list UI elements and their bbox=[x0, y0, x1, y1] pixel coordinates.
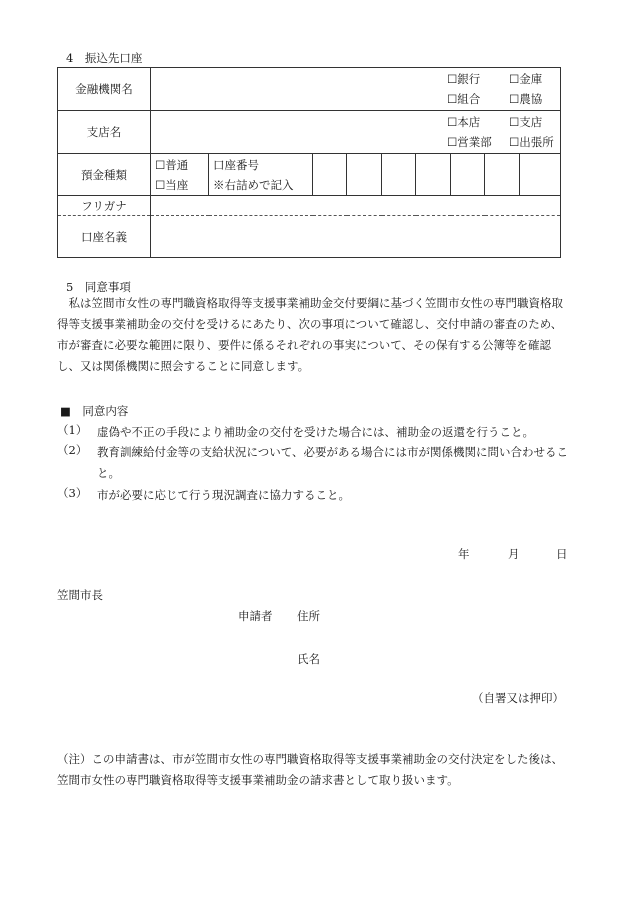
bank-option-kinko[interactable]: ☐金庫 bbox=[509, 72, 543, 86]
account-number-note: ※右詰めで記入 bbox=[213, 177, 294, 192]
agreement-item-2-num: （2） bbox=[57, 443, 88, 457]
branch-option-eigyobu[interactable]: ☐営業部 bbox=[447, 135, 492, 149]
section5-title: 5 同意事項 bbox=[66, 280, 131, 294]
addressee: 笠間市長 bbox=[57, 588, 103, 602]
account-digit-box[interactable] bbox=[416, 154, 451, 196]
seal-note: （自署又は押印） bbox=[472, 691, 564, 705]
account-digit-box[interactable] bbox=[485, 154, 520, 196]
furigana-label: フリガナ bbox=[58, 196, 151, 216]
agreement-item-3-text: 市が必要に応じて行う現況調査に協力すること。 bbox=[97, 488, 350, 502]
branch-option-shiten[interactable]: ☐支店 bbox=[509, 115, 543, 129]
agreement-item-1-text: 虚偽や不正の手段により補助金の交付を受けた場合には、補助金の返還を行うこと。 bbox=[97, 425, 534, 439]
deposit-option-toza[interactable]: ☐当座 bbox=[155, 177, 189, 192]
agreement-title: ■ 同意内容 bbox=[60, 404, 129, 418]
bank-option-kumiai[interactable]: ☐組合 bbox=[447, 92, 481, 106]
section5-body: 私は笠間市女性の専門職資格取得等支援事業補助金交付要綱に基づく笠間市女性の専門職資格取得等支援事業補助金の交付を受けるにあたり、次の事項について確認し、交付申請の審査のため、市が審査に必要な範囲に限り、要件に係るそれぞれの事実について、その保有する公簿等を確認し、又は関係機関に照会することに同意します。 bbox=[57, 296, 563, 373]
branch-option-shutchojo[interactable]: ☐出張所 bbox=[509, 135, 554, 149]
bank-account-table bbox=[57, 67, 561, 258]
account-digit-box[interactable] bbox=[520, 154, 561, 196]
account-holder-label: 口座名義 bbox=[58, 216, 151, 258]
account-digit-box[interactable] bbox=[313, 154, 347, 196]
section4-title: 4 振込先口座 bbox=[66, 51, 143, 65]
deposit-type-label: 預金種類 bbox=[58, 154, 151, 196]
footnote: （注）この申請書は、市が笠間市女性の専門職資格取得等支援事業補助金の交付決定をした後は、笠間市女性の専門職資格取得等支援事業補助金の請求書として取り扱います。 bbox=[57, 752, 563, 787]
bank-option-ginko[interactable]: ☐銀行 bbox=[447, 72, 481, 86]
agreement-item-3-num: （3） bbox=[57, 486, 88, 500]
branch-name-field[interactable] bbox=[151, 111, 561, 154]
account-number-label: 口座番号 bbox=[213, 157, 259, 172]
branch-option-honten[interactable]: ☐本店 bbox=[447, 115, 481, 129]
agreement-item-2-text: 教育訓練給付金等の支給状況について、必要がある場合には市が関係機関に問い合わせること。 bbox=[97, 445, 569, 480]
account-digit-box[interactable] bbox=[347, 154, 382, 196]
account-digit-box[interactable] bbox=[451, 154, 485, 196]
branch-name-label: 支店名 bbox=[58, 111, 151, 154]
applicant-address-label: 住所 bbox=[297, 609, 320, 623]
deposit-type-options[interactable] bbox=[151, 154, 209, 196]
account-digit-box[interactable] bbox=[382, 154, 416, 196]
date-month: 月 bbox=[508, 547, 520, 561]
date-year: 年 bbox=[458, 547, 470, 561]
account-holder-field[interactable] bbox=[151, 216, 561, 258]
bank-name-label: 金融機関名 bbox=[58, 68, 151, 111]
account-number-header bbox=[209, 154, 313, 196]
agreement-item-1-num: （1） bbox=[57, 423, 88, 437]
deposit-option-futsu[interactable]: ☐普通 bbox=[155, 157, 189, 172]
applicant-name-label: 氏名 bbox=[297, 652, 320, 666]
applicant-label: 申請者 bbox=[238, 609, 273, 623]
bank-name-field[interactable] bbox=[151, 68, 561, 111]
date-day: 日 bbox=[556, 547, 568, 561]
furigana-field[interactable] bbox=[151, 196, 561, 216]
bank-option-nokyo[interactable]: ☐農協 bbox=[509, 92, 543, 106]
